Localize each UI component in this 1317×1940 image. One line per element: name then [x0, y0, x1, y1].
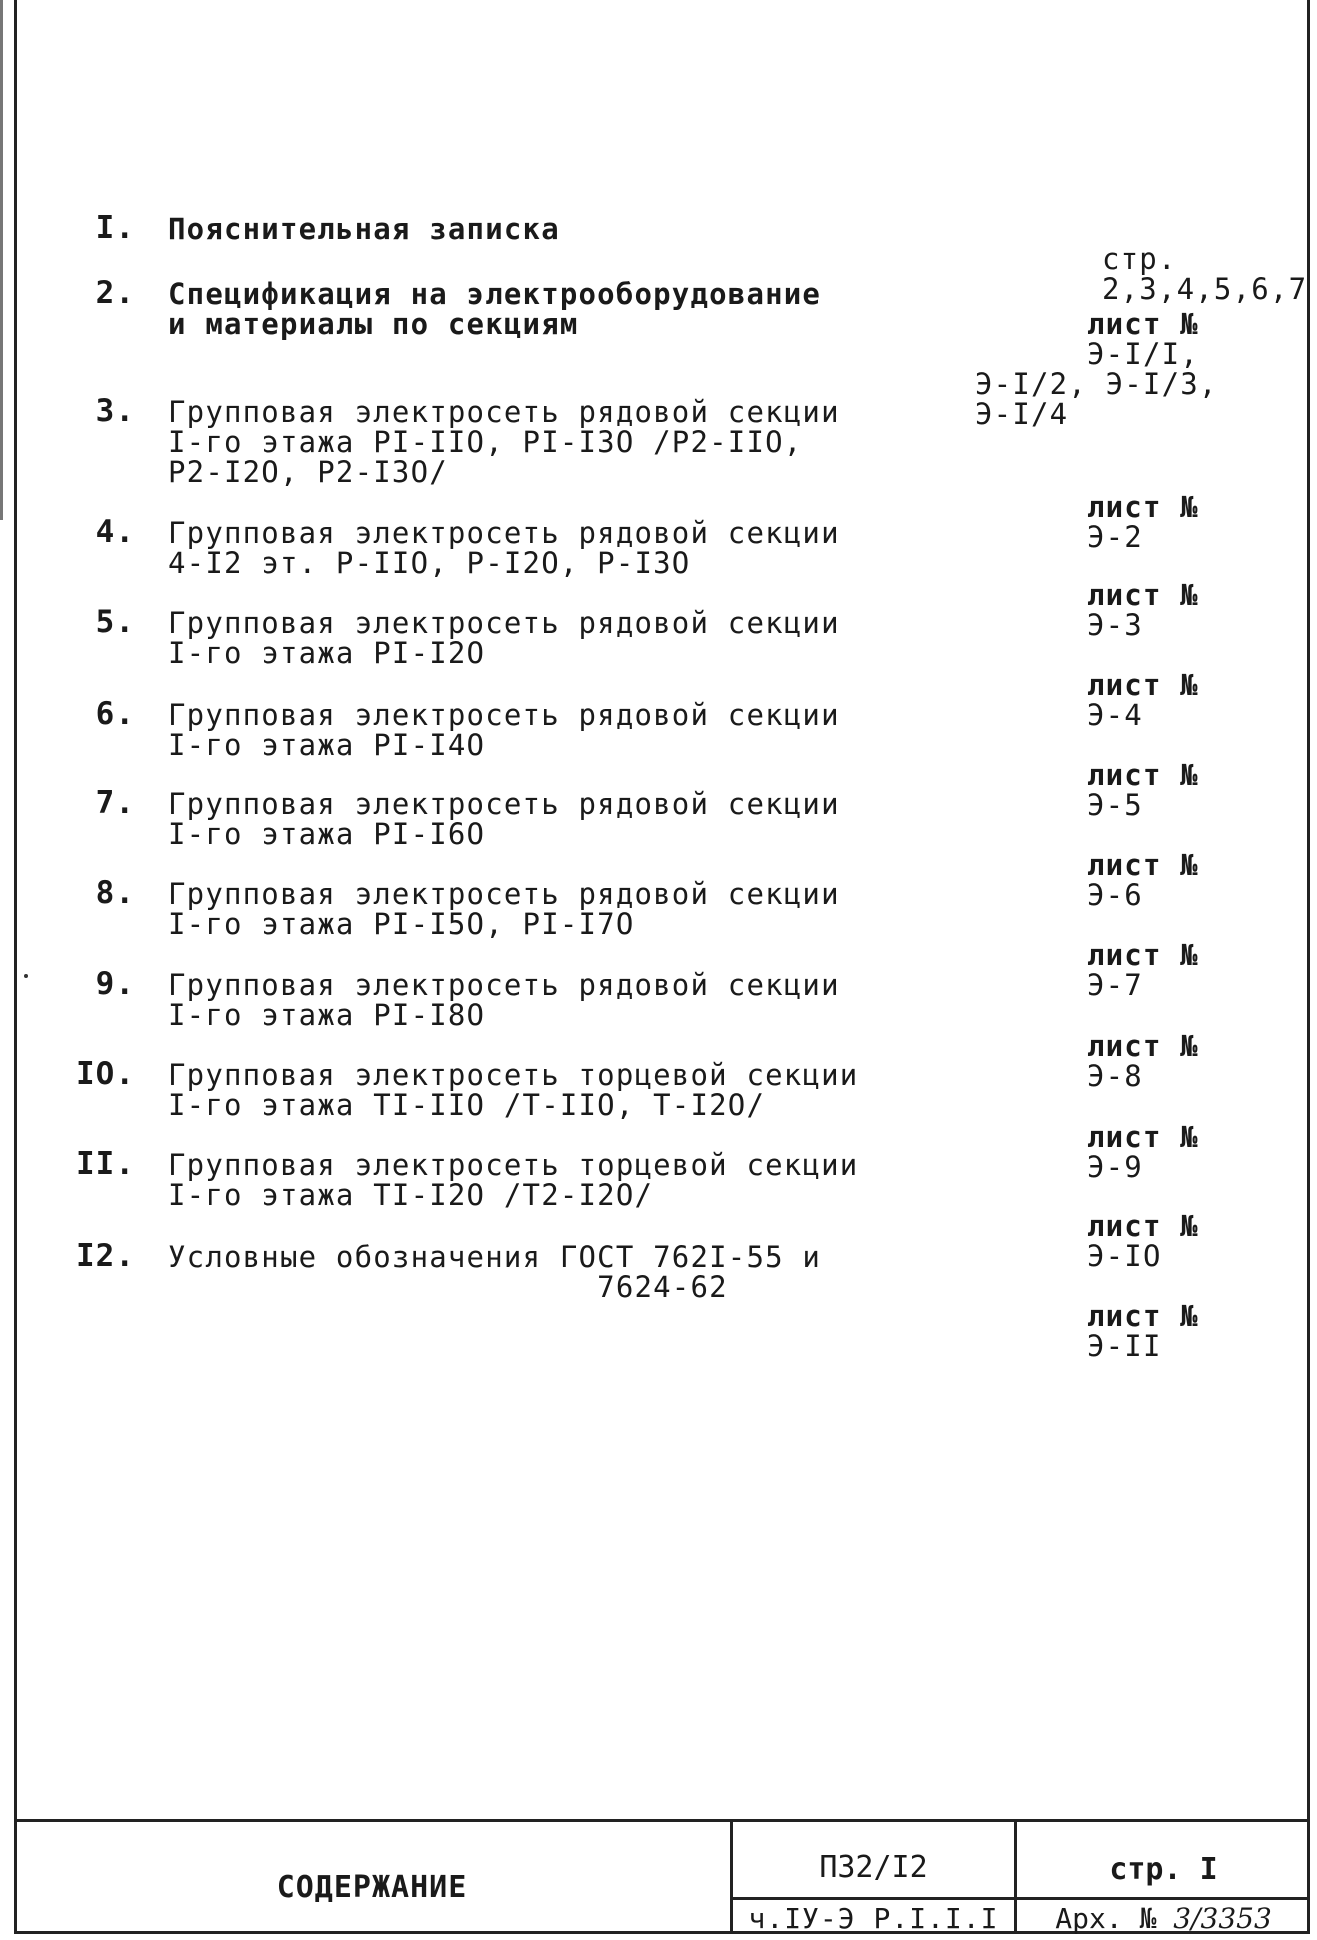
reference-label: лист №: [1086, 938, 1199, 972]
item-reference: [975, 1271, 1199, 1391]
drawing-title-block: [14, 1819, 1310, 1934]
archive-number: [1017, 1902, 1310, 1935]
item-title: Пояснительная записка: [168, 212, 560, 246]
title-block-divider: [730, 1897, 1310, 1900]
reference-value: Э-8: [1086, 1059, 1143, 1093]
item-number: 8.: [95, 875, 135, 911]
reference-value: Э-II: [1086, 1329, 1162, 1363]
item-number: I2.: [76, 1238, 135, 1274]
item-number: I.: [95, 210, 135, 246]
item-title: Групповая электросеть рядовой секции I-го этажа PI-IIO, PI-I3O /P2-IIO, P2-I2O, P2-I3O/: [168, 395, 840, 489]
reference-label: лист №: [1086, 1120, 1199, 1154]
item-number: II.: [76, 1146, 135, 1182]
part-reference: ч.IУ-Э Р.I.I.I: [748, 1902, 999, 1935]
reference-label: лист №: [1086, 848, 1199, 882]
item-title: Условные обозначения ГОСТ 762I-55 и 7624-62: [168, 1240, 822, 1304]
reference-value: Э-4: [1086, 698, 1143, 732]
reference-value: Э-7: [1086, 968, 1143, 1002]
reference-label: лист №: [1086, 578, 1199, 612]
document-title: СОДЕРЖАНИЕ: [276, 1870, 468, 1905]
reference-value: 2,3,4,5,6,7: [1101, 272, 1308, 306]
binding-margin-line: [0, 0, 3, 520]
reference-value: Э-I/I, Э-I/2, Э-I/3, Э-I/4: [975, 337, 1218, 431]
item-number: 2.: [95, 275, 135, 311]
item-title: Групповая электросеть торцевой секции I-го этажа TI-IIO /T-IIO, T-I2O/: [168, 1058, 859, 1122]
archive-label: Арх. №: [1055, 1902, 1157, 1935]
reference-label: лист №: [1086, 758, 1199, 792]
item-title: Групповая электросеть рядовой секции I-го этажа PI-I2O: [168, 606, 840, 670]
item-number: 6.: [95, 696, 135, 732]
archive-number-value: 3/3353: [1173, 1902, 1272, 1935]
reference-label: лист №: [1086, 1029, 1199, 1063]
item-title: Групповая электросеть рядовой секции 4-I2 эт. P-IIO, P-I2O, P-I3O: [168, 516, 840, 580]
item-number: 5.: [95, 604, 135, 640]
item-number: 4.: [95, 514, 135, 550]
reference-value: Э-2: [1086, 520, 1143, 554]
reference-label: лист №: [1086, 1299, 1199, 1333]
page-number: стр. I: [1109, 1852, 1218, 1887]
item-number: IO.: [76, 1056, 135, 1092]
reference-value: Э-6: [1086, 878, 1143, 912]
item-number: 7.: [95, 785, 135, 821]
item-title: Групповая электросеть рядовой секции I-го этажа PI-I5O, PI-I7O: [168, 877, 840, 941]
item-title: Групповая электросеть рядовой секции I-го этажа PI-I4O: [168, 698, 840, 762]
stray-dot: [24, 974, 28, 978]
reference-label: стр.: [1101, 242, 1177, 276]
item-title: Групповая электросеть рядовой секции I-го этажа PI-I6O: [168, 787, 840, 851]
item-title: Спецификация на электрооборудование и материалы по секциям: [168, 277, 822, 341]
item-number: 9.: [95, 966, 135, 1002]
reference-label: лист №: [1086, 1209, 1199, 1243]
reference-value: Э-5: [1086, 788, 1143, 822]
reference-label: лист №: [1086, 668, 1199, 702]
project-code: П32/I2: [819, 1850, 928, 1885]
reference-label: лист №: [1086, 307, 1199, 341]
item-title: Групповая электросеть рядовой секции I-го этажа PI-I8O: [168, 968, 840, 1032]
reference-value: Э-IO: [1086, 1239, 1162, 1273]
reference-value: Э-9: [1086, 1150, 1143, 1184]
reference-value: Э-3: [1086, 608, 1143, 642]
reference-label: лист №: [1086, 490, 1199, 524]
item-number: 3.: [95, 393, 135, 429]
item-title: Групповая электросеть торцевой секции I-го этажа TI-I2O /T2-I2O/: [168, 1148, 859, 1212]
item-reference: [975, 279, 1218, 459]
